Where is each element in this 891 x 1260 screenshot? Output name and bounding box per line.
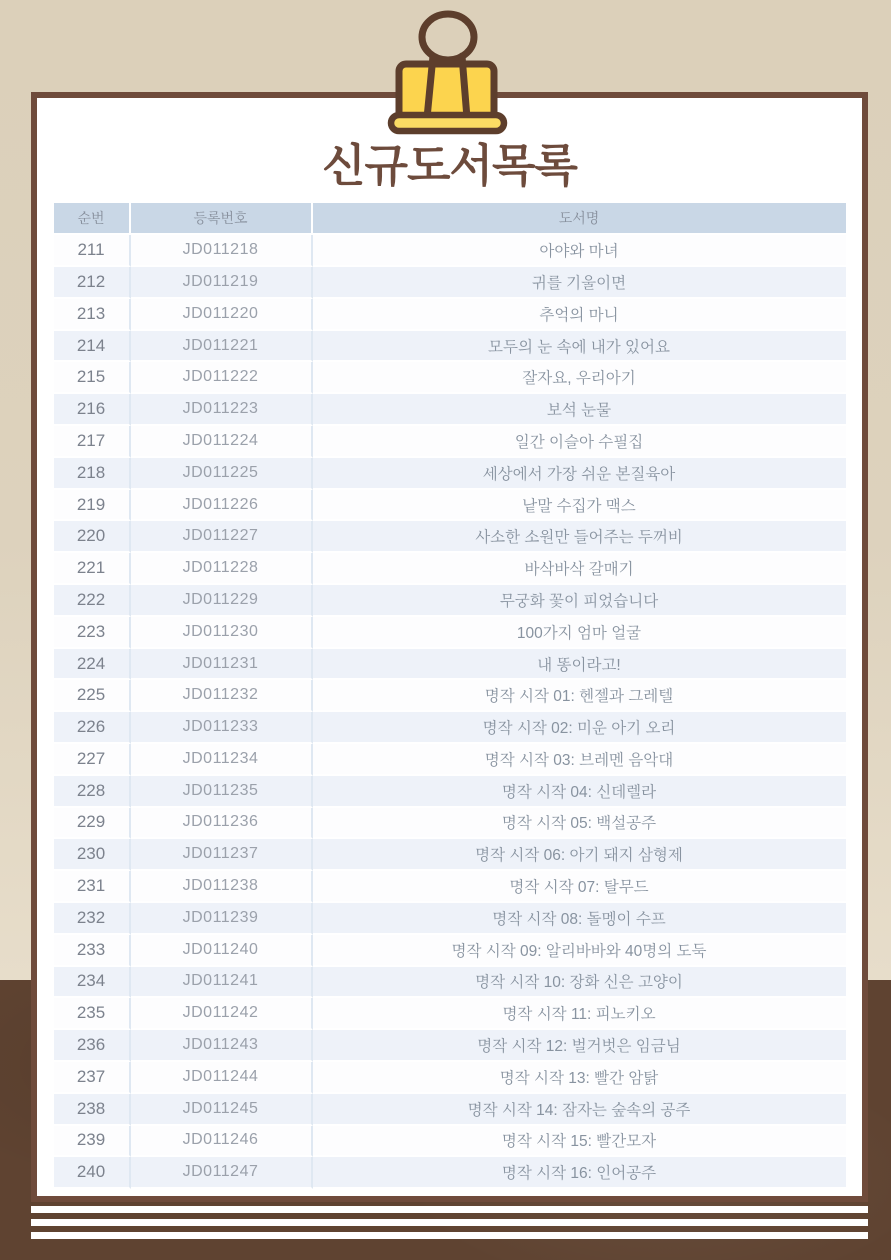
reg-number-cell: JD011221 xyxy=(131,331,313,363)
reg-number-cell: JD011237 xyxy=(131,839,313,871)
reg-number-cell: JD011232 xyxy=(131,680,313,712)
table-row xyxy=(54,935,846,967)
row-number-cell: 222 xyxy=(54,585,131,617)
book-title-cell: 추억의 마니 xyxy=(313,299,846,331)
table-row xyxy=(54,967,846,999)
row-number-cell: 231 xyxy=(54,871,131,903)
table-header xyxy=(54,203,846,235)
book-title-cell: 명작 시작 09: 알리바바와 40명의 도둑 xyxy=(313,935,846,967)
row-number-cell: 232 xyxy=(54,903,131,935)
reg-number-cell: JD011244 xyxy=(131,1062,313,1094)
reg-number-cell: JD011219 xyxy=(131,267,313,299)
row-number-cell: 220 xyxy=(54,521,131,553)
table-row xyxy=(54,649,846,681)
binder-clip-icon xyxy=(383,6,513,138)
table-row xyxy=(54,839,846,871)
row-number-cell: 234 xyxy=(54,967,131,999)
book-title-cell: 잘자요, 우리아기 xyxy=(313,362,846,394)
table-row xyxy=(54,458,846,490)
table-row xyxy=(54,776,846,808)
paper-stack-stripe xyxy=(31,1219,868,1226)
row-number-cell: 212 xyxy=(54,267,131,299)
book-table xyxy=(54,203,846,1189)
row-number-cell: 233 xyxy=(54,935,131,967)
reg-number-cell: JD011241 xyxy=(131,967,313,999)
reg-number-cell: JD011236 xyxy=(131,808,313,840)
table-row xyxy=(54,871,846,903)
book-title-cell: 명작 시작 15: 빨간모자 xyxy=(313,1126,846,1158)
row-number-cell: 217 xyxy=(54,426,131,458)
book-title-cell: 100가지 엄마 얼굴 xyxy=(313,617,846,649)
row-number-cell: 218 xyxy=(54,458,131,490)
reg-number-cell: JD011240 xyxy=(131,935,313,967)
row-number-cell: 221 xyxy=(54,553,131,585)
table-row xyxy=(54,998,846,1030)
row-number-cell: 214 xyxy=(54,331,131,363)
book-title-cell: 명작 시작 03: 브레멘 음악대 xyxy=(313,744,846,776)
table-row xyxy=(54,712,846,744)
reg-number-cell: JD011224 xyxy=(131,426,313,458)
book-title-cell: 내 똥이라고! xyxy=(313,649,846,681)
row-number-cell: 238 xyxy=(54,1094,131,1126)
row-number-cell: 211 xyxy=(54,235,131,267)
book-title-cell: 명작 시작 05: 백설공주 xyxy=(313,808,846,840)
row-number-cell: 223 xyxy=(54,617,131,649)
book-title-cell: 명작 시작 07: 탈무드 xyxy=(313,871,846,903)
book-title-cell: 일간 이슬아 수필집 xyxy=(313,426,846,458)
table-row xyxy=(54,680,846,712)
table-row xyxy=(54,362,846,394)
reg-number-cell: JD011239 xyxy=(131,903,313,935)
reg-number-cell: JD011247 xyxy=(131,1157,313,1189)
row-number-cell: 226 xyxy=(54,712,131,744)
table-row xyxy=(54,1030,846,1062)
paper-page xyxy=(31,92,868,1202)
column-header-reg: 등록번호 xyxy=(131,203,313,235)
reg-number-cell: JD011222 xyxy=(131,362,313,394)
table-header-row xyxy=(54,203,846,235)
reg-number-cell: JD011246 xyxy=(131,1126,313,1158)
table-row xyxy=(54,331,846,363)
book-title-cell: 명작 시작 11: 피노키오 xyxy=(313,998,846,1030)
column-header-title: 도서명 xyxy=(313,203,846,235)
book-title-cell: 바삭바삭 갈매기 xyxy=(313,553,846,585)
book-title-cell: 명작 시작 14: 잠자는 숲속의 공주 xyxy=(313,1094,846,1126)
reg-number-cell: JD011218 xyxy=(131,235,313,267)
column-header-no: 순번 xyxy=(54,203,131,235)
table-row xyxy=(54,1094,846,1126)
reg-number-cell: JD011229 xyxy=(131,585,313,617)
table-row xyxy=(54,744,846,776)
table-row xyxy=(54,808,846,840)
book-title-cell: 명작 시작 12: 벌거벗은 임금님 xyxy=(313,1030,846,1062)
reg-number-cell: JD011234 xyxy=(131,744,313,776)
reg-number-cell: JD011223 xyxy=(131,394,313,426)
row-number-cell: 229 xyxy=(54,808,131,840)
table-row xyxy=(54,490,846,522)
page-title: 신규도서목록 xyxy=(322,140,577,191)
row-number-cell: 239 xyxy=(54,1126,131,1158)
table-row xyxy=(54,585,846,617)
reg-number-cell: JD011226 xyxy=(131,490,313,522)
paper-stack-stripe xyxy=(31,1206,868,1213)
paper-stack-stripe xyxy=(31,1232,868,1239)
book-title-cell: 명작 시작 06: 아기 돼지 삼형제 xyxy=(313,839,846,871)
book-title-cell: 사소한 소원만 들어주는 두꺼비 xyxy=(313,521,846,553)
reg-number-cell: JD011231 xyxy=(131,649,313,681)
table-row xyxy=(54,903,846,935)
book-title-cell: 명작 시작 04: 신데렐라 xyxy=(313,776,846,808)
table-row xyxy=(54,521,846,553)
reg-number-cell: JD011220 xyxy=(131,299,313,331)
clip-lower-bar xyxy=(391,115,504,131)
reg-number-cell: JD011243 xyxy=(131,1030,313,1062)
reg-number-cell: JD011227 xyxy=(131,521,313,553)
row-number-cell: 235 xyxy=(54,998,131,1030)
table-row xyxy=(54,267,846,299)
book-title-cell: 귀를 기울이면 xyxy=(313,267,846,299)
row-number-cell: 236 xyxy=(54,1030,131,1062)
row-number-cell: 225 xyxy=(54,680,131,712)
book-title-cell: 낱말 수집가 맥스 xyxy=(313,490,846,522)
book-title-cell: 세상에서 가장 쉬운 본질육아 xyxy=(313,458,846,490)
book-title-cell: 명작 시작 02: 미운 아기 오리 xyxy=(313,712,846,744)
table-body xyxy=(54,235,846,1189)
table-row xyxy=(54,617,846,649)
row-number-cell: 240 xyxy=(54,1157,131,1189)
reg-number-cell: JD011225 xyxy=(131,458,313,490)
reg-number-cell: JD011238 xyxy=(131,871,313,903)
book-title-cell: 무궁화 꽃이 피었습니다 xyxy=(313,585,846,617)
row-number-cell: 215 xyxy=(54,362,131,394)
row-number-cell: 224 xyxy=(54,649,131,681)
row-number-cell: 227 xyxy=(54,744,131,776)
reg-number-cell: JD011233 xyxy=(131,712,313,744)
table-row xyxy=(54,1062,846,1094)
table-row xyxy=(54,1126,846,1158)
table-row xyxy=(54,426,846,458)
book-title-cell: 명작 시작 08: 돌멩이 수프 xyxy=(313,903,846,935)
row-number-cell: 228 xyxy=(54,776,131,808)
row-number-cell: 213 xyxy=(54,299,131,331)
table-row xyxy=(54,299,846,331)
book-title-cell: 아야와 마녀 xyxy=(313,235,846,267)
reg-number-cell: JD011242 xyxy=(131,998,313,1030)
book-title-cell: 보석 눈물 xyxy=(313,394,846,426)
clip-wire-loop xyxy=(422,14,474,60)
table-row xyxy=(54,1157,846,1189)
book-title-cell: 명작 시작 10: 장화 신은 고양이 xyxy=(313,967,846,999)
book-title-cell: 명작 시작 01: 헨젤과 그레텔 xyxy=(313,680,846,712)
table-row xyxy=(54,553,846,585)
reg-number-cell: JD011230 xyxy=(131,617,313,649)
table-row xyxy=(54,235,846,267)
reg-number-cell: JD011228 xyxy=(131,553,313,585)
table-row xyxy=(54,394,846,426)
reg-number-cell: JD011245 xyxy=(131,1094,313,1126)
book-title-cell: 명작 시작 13: 빨간 암탉 xyxy=(313,1062,846,1094)
reg-number-cell: JD011235 xyxy=(131,776,313,808)
book-title-cell: 명작 시작 16: 인어공주 xyxy=(313,1157,846,1189)
row-number-cell: 216 xyxy=(54,394,131,426)
row-number-cell: 230 xyxy=(54,839,131,871)
book-title-cell: 모두의 눈 속에 내가 있어요 xyxy=(313,331,846,363)
row-number-cell: 219 xyxy=(54,490,131,522)
row-number-cell: 237 xyxy=(54,1062,131,1094)
